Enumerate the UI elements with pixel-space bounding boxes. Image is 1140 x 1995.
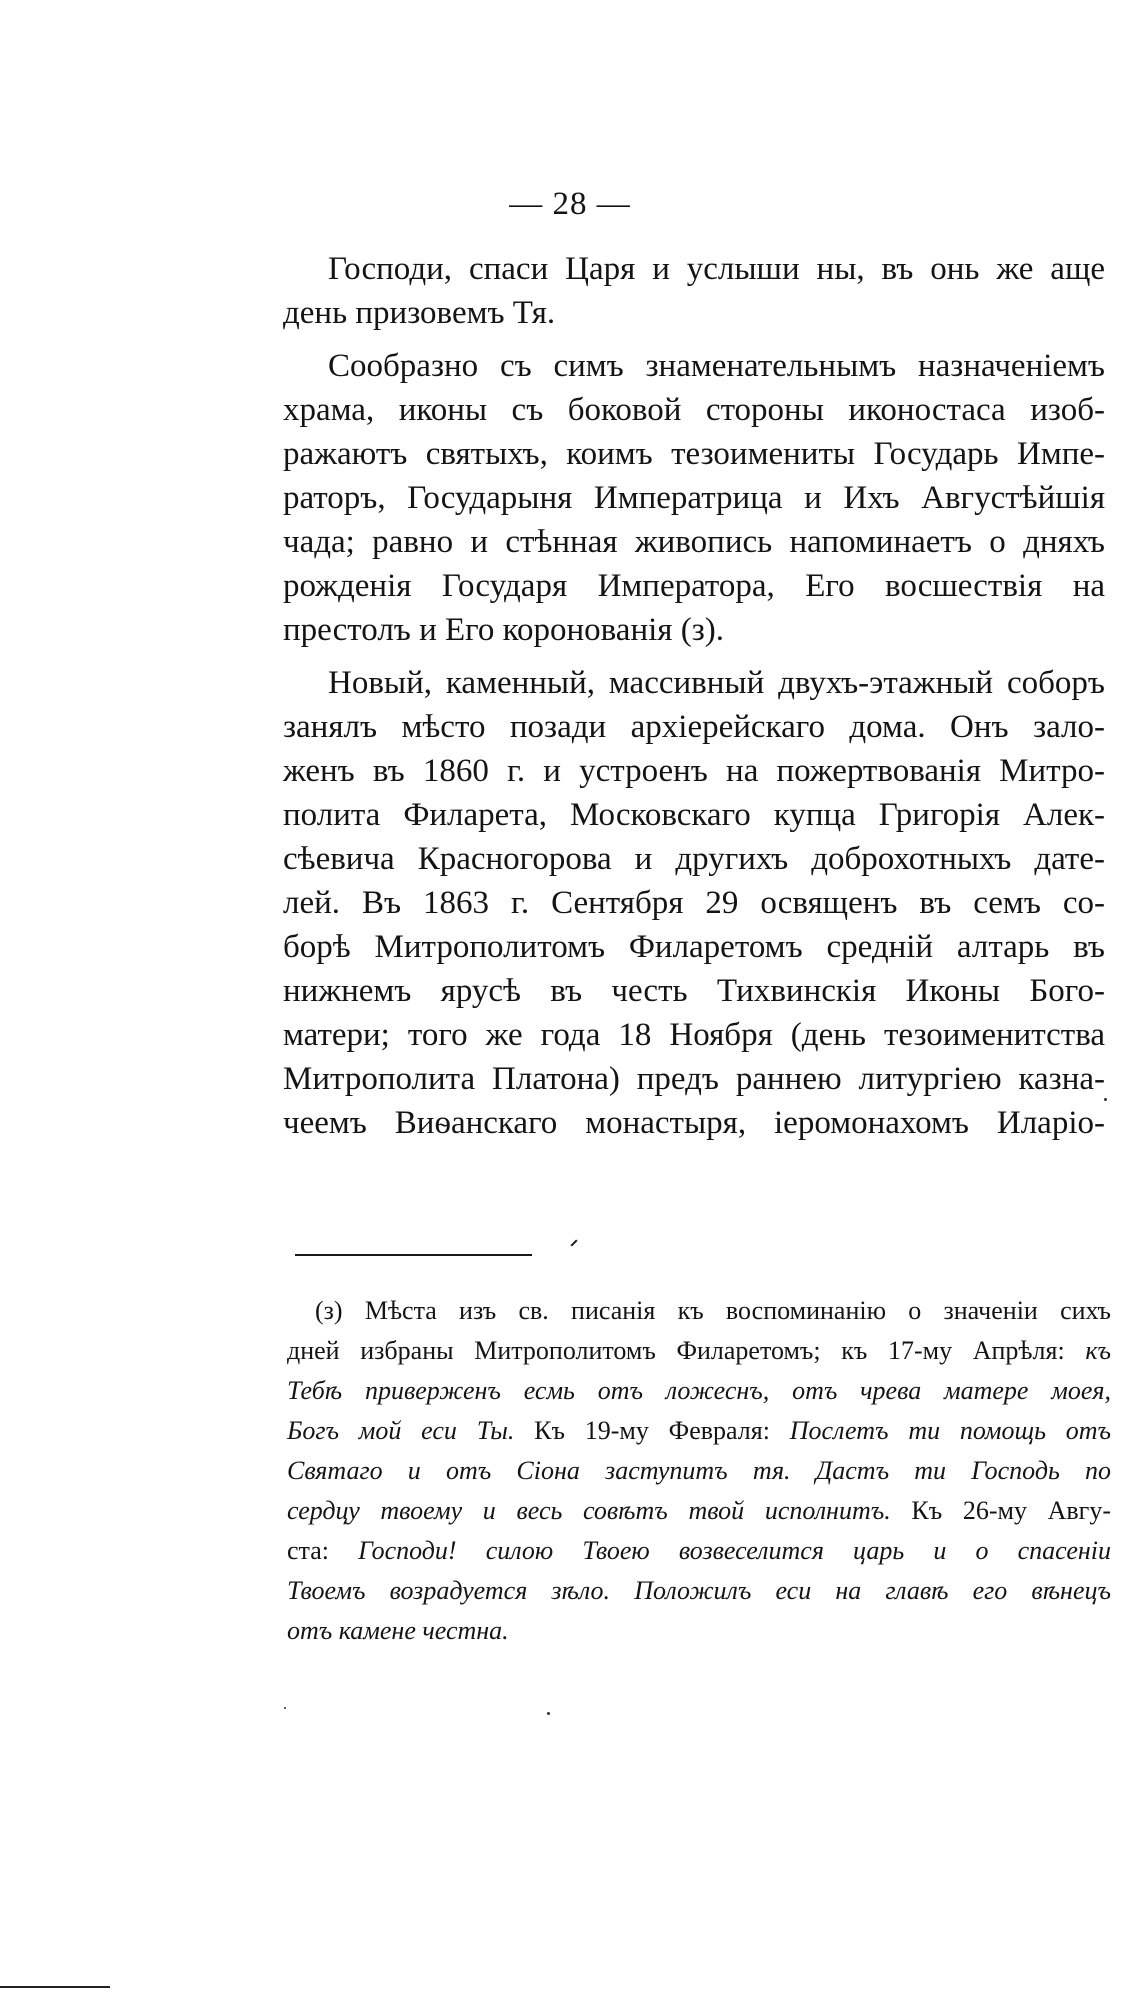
- footnote-line: [287, 1531, 1111, 1571]
- footnote-text: Къ 26-му Авгу-: [911, 1496, 1112, 1525]
- text-line: лей. Въ 1863 г. Сентября 29 освященъ въ семъ со-: [283, 885, 1105, 921]
- footnote-line: Твоемъ возрадуется зѣло. Положилъ еси на главѣ его вѣнецъ: [287, 1576, 1111, 1605]
- text-line: нижнемъ ярусѣ въ честь Тихвинскія Иконы Бого-: [283, 973, 1105, 1009]
- footnote-line: (з) Мѣста изъ св. писанія къ воспоминанію о значеніи сихъ: [315, 1296, 1111, 1325]
- footnote-text: ста:: [287, 1536, 329, 1565]
- text-line: храма, иконы съ боковой стороны иконостаса изоб-: [283, 392, 1105, 428]
- text-line: Господи, спаси Царя и услыши ны, въ онь же аще: [328, 251, 1105, 287]
- footnote-text: Къ 19-му Февраля:: [534, 1416, 770, 1445]
- text-line: престолъ и Его коронованія (з).: [283, 612, 724, 648]
- scan-edge-line: [0, 1986, 110, 1988]
- footnote-quote: Послетъ ти помощь отъ: [789, 1416, 1112, 1445]
- footnote-quote: сердцу твоему и весь совѣтъ твой исполнитъ.: [287, 1496, 891, 1525]
- page-number: — 28 —: [509, 186, 631, 222]
- text-line: женъ въ 1860 г. и устроенъ на пожертвованія Митро-: [283, 753, 1105, 789]
- footnote-line: Тебѣ приверженъ есмь отъ ложеснъ, отъ чрева матере моея,: [287, 1376, 1111, 1405]
- text-line: занялъ мѣсто позади архіерейскаго дома. Онъ зало-: [283, 709, 1105, 745]
- text-line: чада; равно и стѣнная живопись напоминаетъ о дняхъ: [283, 524, 1105, 560]
- body-text: [283, 247, 1105, 1145]
- text-line: борѣ Митрополитомъ Филаретомъ средній алтарь въ: [283, 929, 1105, 965]
- text-line: ражаютъ святыхъ, коимъ тезоимениты Государь Импе-: [283, 436, 1105, 472]
- footnote-quote: Господи! силою Твоею возвеселится царь и о спасеніи: [358, 1536, 1112, 1565]
- footnote: [287, 1291, 1111, 1651]
- paragraph-3: [283, 661, 1105, 1145]
- ink-mark: [570, 1239, 577, 1246]
- text-line: рожденія Государя Императора, Его восшествія на: [283, 568, 1105, 604]
- footnote-quote: къ: [1085, 1336, 1111, 1365]
- footnote-line: отъ камене честна.: [287, 1616, 509, 1645]
- text-line: день призовемъ Тя.: [283, 295, 556, 331]
- footnote-line: [287, 1331, 1111, 1371]
- text-line: Митрополита Платона) предъ раннею литургіею казна-: [283, 1061, 1105, 1097]
- paragraph-1: [283, 247, 1105, 335]
- footnote-line: [287, 1411, 1111, 1451]
- footnote-line: [287, 1491, 1111, 1531]
- text-line: полита Филарета, Московскаго купца Григорія Алек-: [283, 797, 1105, 833]
- ink-speck: [284, 1707, 286, 1709]
- text-line: матери; того же года 18 Ноября (день тезоименитства: [283, 1017, 1105, 1053]
- text-line: чеемъ Виѳанскаго монастыря, іеромонахомъ Иларіо-: [283, 1105, 1105, 1141]
- footnote-text: дней избраны Митрополитомъ Филаретомъ; къ 17-му Апрѣля:: [287, 1336, 1065, 1365]
- footnote-quote: Богъ мой еси Ты.: [287, 1416, 515, 1445]
- paragraph-2: [283, 344, 1105, 652]
- footnote-divider: [295, 1254, 532, 1256]
- ink-speck: [547, 1712, 550, 1715]
- text-line: Сообразно съ симъ знаменательнымъ назначеніемъ: [328, 348, 1105, 384]
- text-line: сѣевича Красногорова и другихъ доброхотныхъ дате-: [283, 841, 1105, 877]
- ink-speck: [1104, 1098, 1107, 1101]
- footnote-line: Святаго и отъ Сіона заступитъ тя. Дастъ ти Господь по: [287, 1456, 1111, 1485]
- text-line: раторъ, Государыня Императрица и Ихъ Августѣйшія: [283, 480, 1105, 516]
- text-line: Новый, каменный, массивный двухъ-этажный соборъ: [328, 665, 1105, 701]
